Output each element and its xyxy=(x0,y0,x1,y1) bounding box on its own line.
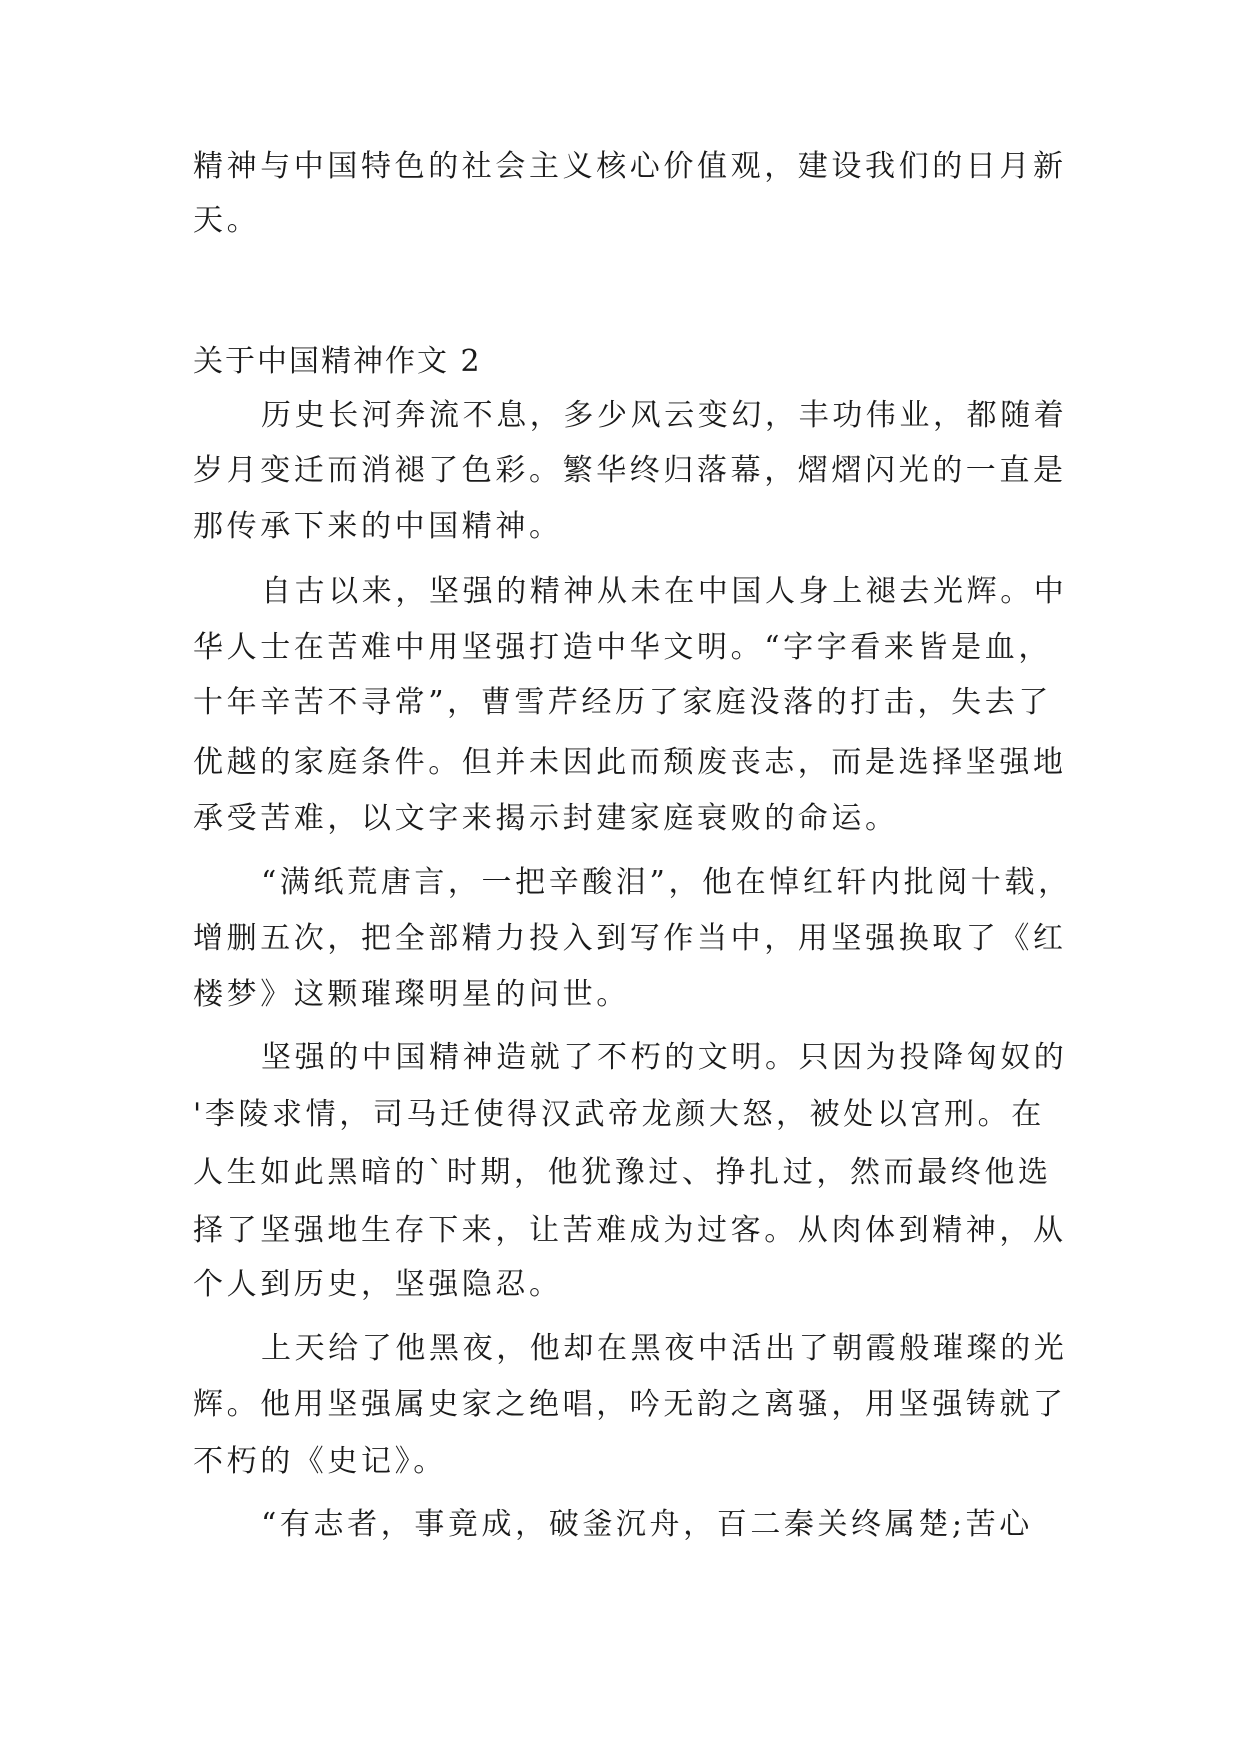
text-line: 承受苦难，以文字来揭示封建家庭衰败的命运。 xyxy=(193,801,899,836)
text-line: 十年辛苦不寻常”，曹雪芹经历了家庭没落的打击，失去了 xyxy=(193,685,1052,720)
text-line: 历史长河奔流不息，多少风云变幻，丰功伟业，都随着 xyxy=(261,398,1068,433)
text-line: 辉。他用坚强属史家之绝唱，吟无韵之离骚，用坚强铸就了 xyxy=(193,1387,1067,1422)
text-line: 坚强的中国精神造就了不朽的文明。只因为投降匈奴的 xyxy=(261,1040,1068,1075)
text-line: “有志者，事竟成，破釜沉舟，百二秦关终属楚;苦心 xyxy=(261,1507,1033,1542)
text-line: 精神与中国特色的社会主义核心价值观，建设我们的日月新 xyxy=(193,149,1067,184)
text-line: 那传承下来的中国精神。 xyxy=(193,509,563,544)
text-line: 个人到历史，坚强隐忍。 xyxy=(193,1267,563,1302)
section-heading: 关于中国精神作文 2 xyxy=(193,344,482,379)
text-line: 天。 xyxy=(193,203,261,238)
text-line: 择了坚强地生存下来，让苦难成为过客。从肉体到精神，从 xyxy=(193,1213,1067,1248)
text-line: 优越的家庭条件。但并未因此而颓废丧志，而是选择坚强地 xyxy=(193,745,1067,780)
text-line: '李陵求情，司马迁使得汉武帝龙颜大怒，被处以宫刑。在 xyxy=(193,1097,1045,1132)
text-line: 不朽的《史记》。 xyxy=(193,1444,447,1479)
text-line: 人生如此黑暗的`时期，他犹豫过、挣扎过，然而最终他选 xyxy=(193,1155,1052,1190)
text-line: 华人士在苦难中用坚强打造中华文明。“字字看来皆是血， xyxy=(193,630,1052,665)
text-line: “满纸荒唐言，一把辛酸泪”，他在悼红轩内批阅十载， xyxy=(261,865,1072,900)
text-line: 增删五次，把全部精力投入到写作当中，用坚强换取了《红 xyxy=(193,921,1067,956)
text-line: 岁月变迁而消褪了色彩。繁华终归落幕，熠熠闪光的一直是 xyxy=(193,453,1067,488)
text-line: 上天给了他黑夜，他却在黑夜中活出了朝霞般璀璨的光 xyxy=(261,1331,1068,1366)
text-line: 自古以来，坚强的精神从未在中国人身上褪去光辉。中 xyxy=(261,574,1068,609)
text-line: 楼梦》这颗璀璨明星的问世。 xyxy=(193,977,630,1012)
